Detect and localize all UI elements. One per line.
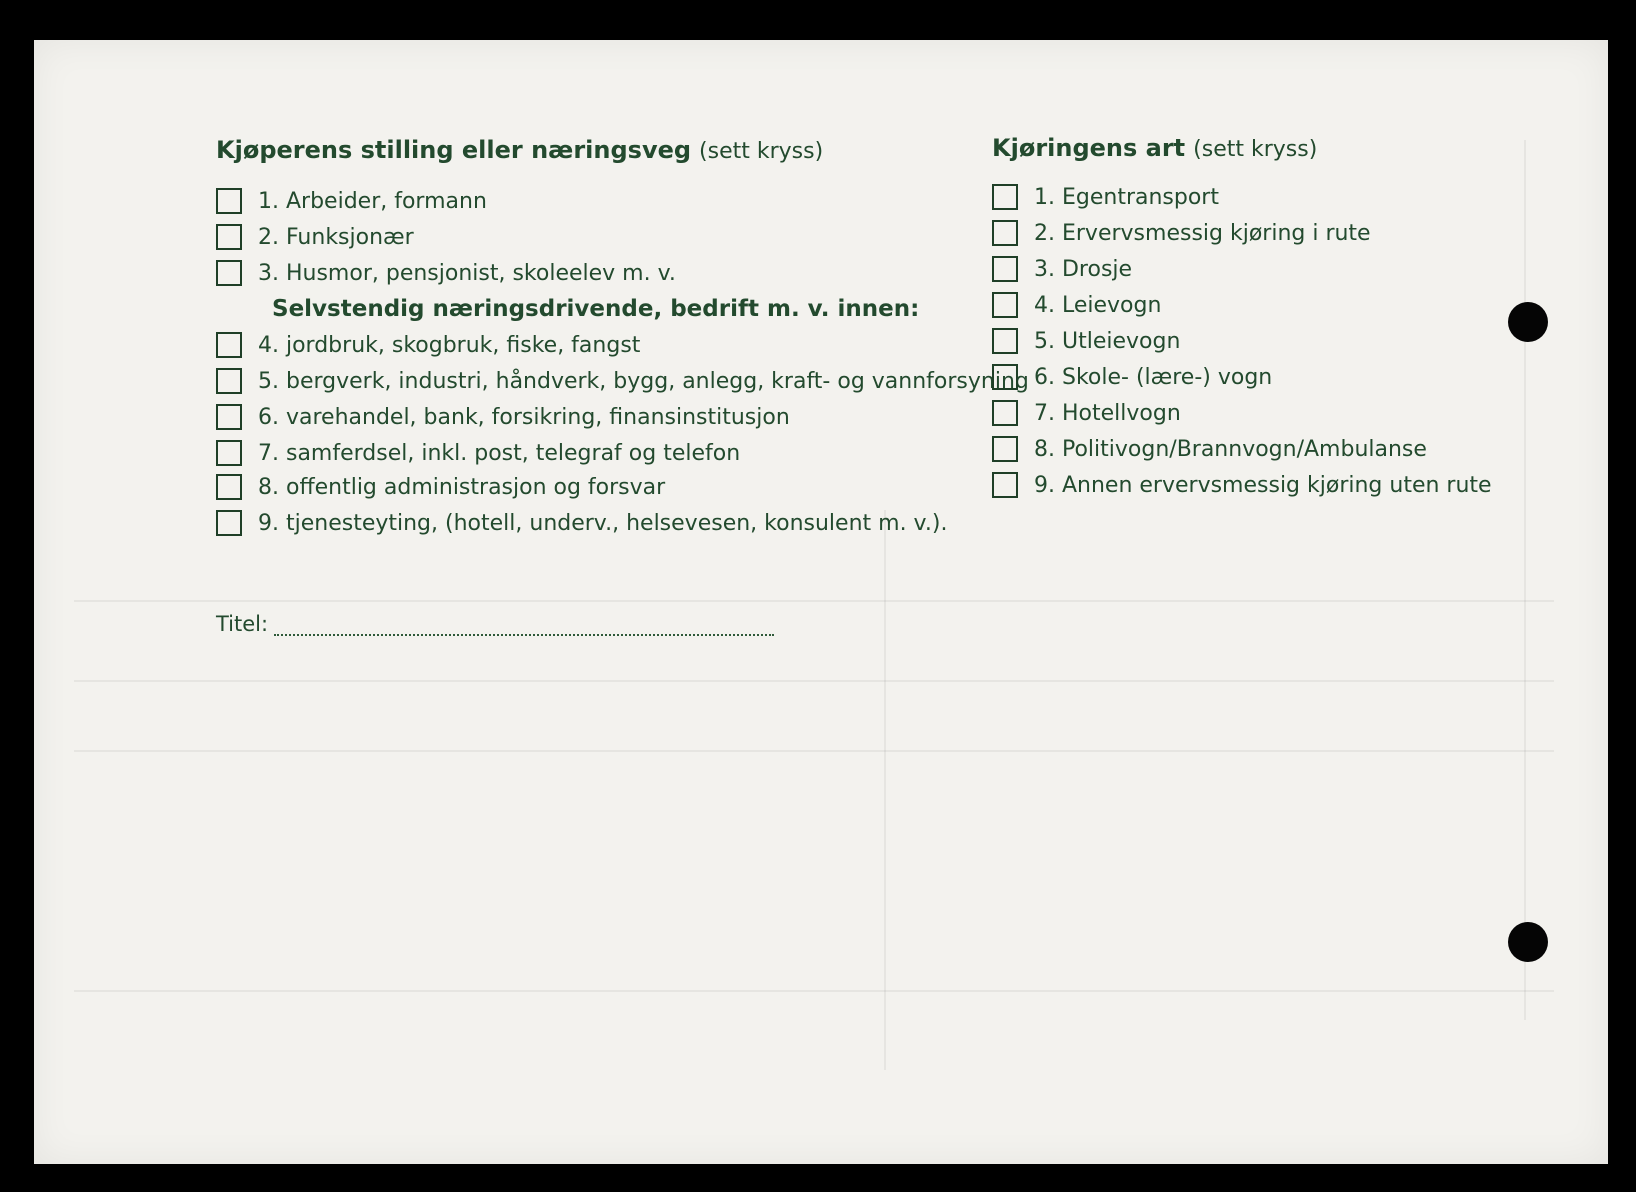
driving-type-option[interactable] (992, 328, 1180, 354)
occupation-option[interactable] (216, 440, 740, 466)
driving-type-option[interactable] (992, 292, 1161, 318)
buyer-occupation-heading: Kjøperens stilling eller næringsveg (216, 136, 692, 164)
bleed-through-line (74, 750, 1554, 752)
option-label: 4. jordbruk, skogbruk, fiske, fangst (258, 332, 641, 358)
option-label: 7. Hotellvogn (1034, 400, 1181, 426)
checkbox[interactable] (992, 364, 1018, 390)
occupation-option[interactable] (216, 510, 947, 536)
buyer-occupation-hint: (sett kryss) (699, 139, 824, 164)
option-label: 4. Leievogn (1034, 292, 1162, 318)
driving-type-option[interactable] (992, 184, 1219, 210)
bleed-through-line (74, 600, 1554, 602)
occupation-option[interactable] (216, 332, 640, 358)
self-employed-subheading: Selvstendig næringsdrivende, bedrift m. v. innen: (272, 296, 920, 322)
option-label: 2. Funksjonær (258, 224, 414, 250)
option-label: 3. Husmor, pensjonist, skoleelev m. v. (258, 260, 676, 286)
occupation-option[interactable] (216, 260, 676, 286)
driving-type-heading: Kjøringens art (992, 134, 1186, 162)
left-section-title (216, 136, 823, 164)
option-label: 8. Politivogn/Brannvogn/Ambulanse (1034, 436, 1427, 462)
punch-hole (1508, 922, 1548, 962)
bleed-through-line (1524, 140, 1526, 1020)
right-section-title (992, 134, 1317, 162)
option-label: 9. Annen ervervsmessig kjøring uten rute (1034, 472, 1492, 498)
driving-type-option[interactable] (992, 472, 1492, 498)
titel-label: Titel: (216, 612, 269, 636)
driving-type-option[interactable] (992, 364, 1272, 390)
checkbox[interactable] (216, 368, 242, 394)
driving-type-option[interactable] (992, 220, 1371, 246)
checkbox[interactable] (992, 220, 1018, 246)
checkbox[interactable] (216, 188, 242, 214)
option-label: 5. Utleievogn (1034, 328, 1181, 354)
bleed-through-line (74, 680, 1554, 682)
checkbox[interactable] (992, 256, 1018, 282)
checkbox[interactable] (992, 400, 1018, 426)
titel-field[interactable] (216, 612, 774, 636)
checkbox[interactable] (216, 474, 242, 500)
occupation-option[interactable] (216, 368, 1029, 394)
option-label: 8. offentlig administrasjon og forsvar (258, 474, 666, 500)
option-label: 1. Arbeider, formann (258, 188, 487, 214)
checkbox[interactable] (216, 510, 242, 536)
option-label: 6. Skole- (lære-) vogn (1034, 364, 1273, 390)
checkbox[interactable] (216, 224, 242, 250)
checkbox[interactable] (992, 472, 1018, 498)
driving-type-option[interactable] (992, 256, 1132, 282)
checkbox[interactable] (216, 260, 242, 286)
option-label: 3. Drosje (1034, 256, 1133, 282)
checkbox[interactable] (992, 328, 1018, 354)
option-label: 6. varehandel, bank, forsikring, finansinstitusjon (258, 404, 790, 430)
driving-type-option[interactable] (992, 400, 1181, 426)
titel-dotted-line[interactable] (274, 620, 774, 636)
form-sheet (34, 40, 1608, 1164)
bleed-through-line (74, 990, 1554, 992)
checkbox[interactable] (216, 332, 242, 358)
occupation-option[interactable] (216, 474, 665, 500)
option-label: 2. Ervervsmessig kjøring i rute (1034, 220, 1371, 246)
driving-type-option[interactable] (992, 436, 1427, 462)
option-label: 9. tjenesteyting, (hotell, underv., helsevesen, konsulent m. v.). (258, 510, 948, 536)
occupation-option[interactable] (216, 404, 790, 430)
bleed-through-line (884, 510, 886, 1070)
punch-hole (1508, 302, 1548, 342)
checkbox[interactable] (216, 404, 242, 430)
option-label: 7. samferdsel, inkl. post, telegraf og telefon (258, 440, 741, 466)
driving-type-hint: (sett kryss) (1193, 137, 1318, 162)
option-label: 5. bergverk, industri, håndverk, bygg, anlegg, kraft- og vannforsyning (258, 368, 1029, 394)
checkbox[interactable] (216, 440, 242, 466)
checkbox[interactable] (992, 436, 1018, 462)
checkbox[interactable] (992, 292, 1018, 318)
checkbox[interactable] (992, 184, 1018, 210)
option-label: 1. Egentransport (1034, 184, 1219, 210)
occupation-option[interactable] (216, 224, 414, 250)
occupation-option[interactable] (216, 188, 487, 214)
